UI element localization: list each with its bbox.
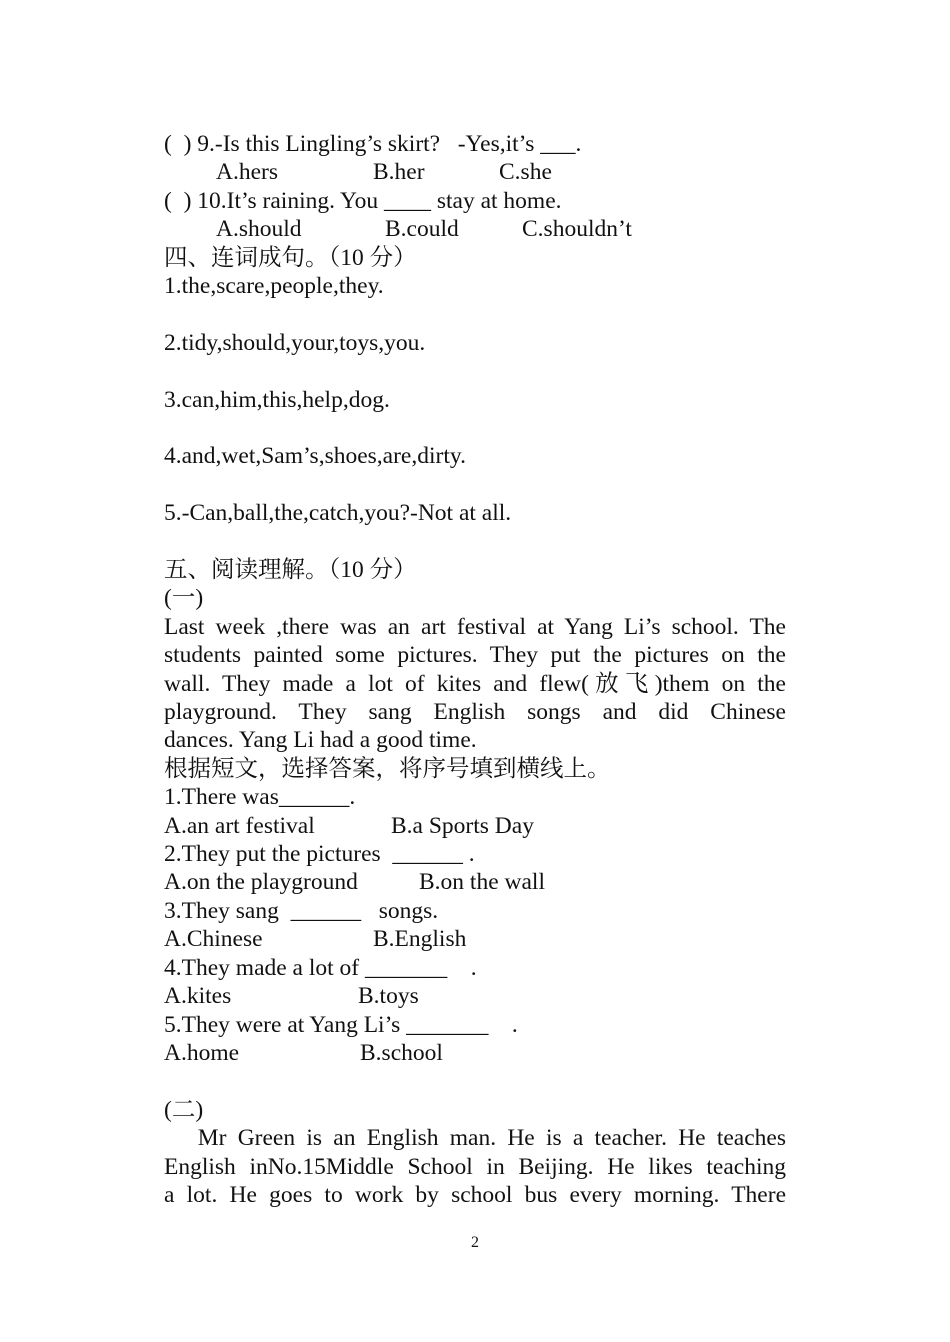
passage2-line-2: English inNo.15Middle School in Beijing. He likes teaching [164, 1153, 786, 1180]
q9-stem: ( ) 9.-Is this Lingling’s skirt? -Yes,it’s ___. [164, 131, 582, 157]
reading-question-3-options [164, 925, 786, 953]
q10-options [164, 215, 786, 243]
reading-question-1: 1.There was______. [164, 784, 356, 811]
option-b: B.a Sports Day [391, 812, 534, 839]
option-b: B.English [373, 926, 467, 953]
option-b: B.on the wall [419, 869, 545, 896]
reading-question-5-options [164, 1039, 786, 1067]
passage2-line-3: a lot. He goes to work by school bus every morning. There [164, 1181, 786, 1208]
section4-item-5: 5.-Can,ball,the,catch,you?-Not at all. [164, 500, 512, 527]
section5-heading: 五、阅读理解。（10 分） [164, 557, 417, 584]
option-a: A.home [164, 1039, 240, 1066]
passage1-line-3: wall. They made a lot of kites and flew(放飞)them on the [164, 670, 786, 697]
reading-question-2: 2.They put the pictures ______ . [164, 841, 475, 868]
passage1-line-4: playground. They sang English songs and did Chinese [164, 699, 786, 726]
option-a: A.kites [164, 983, 232, 1010]
section4-item-3: 3.can,him,this,help,dog. [164, 386, 390, 413]
passage1-line-1: Last week ,there was an art festival at Yang Li’s school. The [164, 613, 786, 640]
q10-option-c: C.shouldn’t [522, 216, 632, 243]
option-b: B.toys [358, 983, 419, 1010]
reading-question-4: 4.They made a lot of _______ . [164, 954, 477, 981]
page-number: 2 [471, 1234, 479, 1251]
worksheet-page [164, 130, 786, 1209]
q9-option-b: B.her [373, 159, 425, 186]
passage1-line-2: students painted some pictures. They put the pictures on the [164, 642, 786, 669]
q10-stem: ( ) 10.It’s raining. You ____ stay at home. [164, 187, 562, 214]
q9-option-c: C.she [499, 159, 552, 186]
reading-question-1-options [164, 812, 786, 840]
reading-question-3: 3.They sang ______ songs. [164, 897, 439, 924]
passage1-line-5: dances. Yang Li had a good time. [164, 727, 477, 754]
q10-option-b: B.could [385, 216, 459, 243]
q10-option-a: A.should [216, 216, 302, 243]
passage1-instruction: 根据短文，选择答案，将序号填到横线上。 [164, 755, 611, 782]
passage1-label: (一) [164, 585, 204, 612]
option-a: A.Chinese [164, 926, 263, 953]
reading-question-4-options [164, 982, 786, 1010]
reading-question-2-options [164, 868, 786, 896]
section4-item-2: 2.tidy,should,your,toys,you. [164, 329, 426, 356]
passage2-label: (二) [164, 1096, 204, 1123]
q9-option-a: A.hers [216, 159, 278, 186]
reading-question-5: 5.They were at Yang Li’s _______ . [164, 1011, 518, 1038]
option-a: A.on the playground [164, 869, 358, 896]
section4-heading: 四、连词成句。（10 分） [164, 244, 417, 271]
option-a: A.an art festival [164, 812, 315, 839]
section4-item-4: 4.and,wet,Sam’s,shoes,are,dirty. [164, 443, 466, 470]
option-b: B.school [360, 1039, 443, 1066]
q9-options [164, 158, 786, 186]
passage2-line-1: Mr Green is an English man. He is a teacher. He teaches [164, 1125, 786, 1152]
section4-item-1: 1.the,scare,people,they. [164, 273, 384, 300]
